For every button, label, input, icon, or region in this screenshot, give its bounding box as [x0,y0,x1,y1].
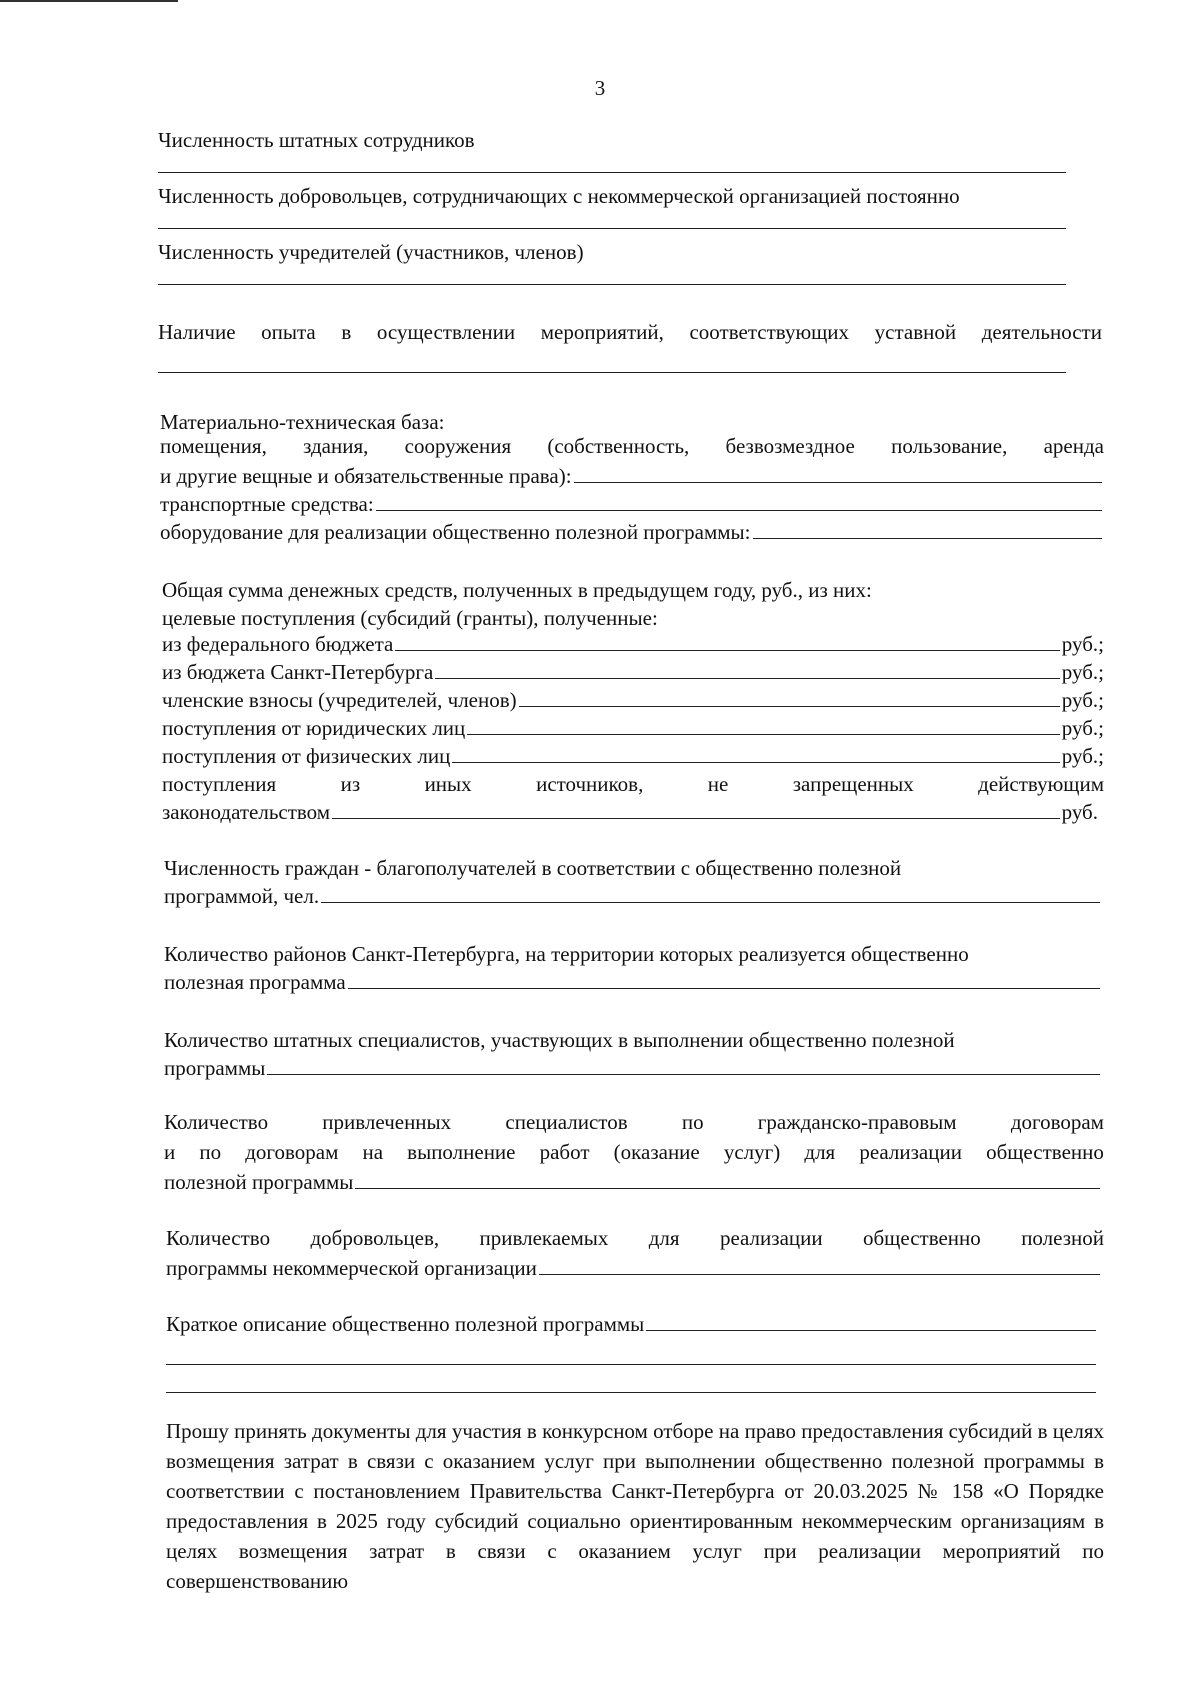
experience-label: Наличие опыта в осуществлении мероприятий, соответствующих уставной деятельности [158,320,1102,344]
volunteers-blank[interactable] [539,1256,1100,1275]
districts-field [164,970,1102,995]
districts-label-2: полезная программа [164,970,346,994]
staff-specialists-label-2: программы [164,1056,266,1080]
federal-label: из федерального бюджета [162,632,394,656]
founders-count-line[interactable] [158,284,1066,285]
member-fees-label: членские взносы (учредителей, членов) [162,688,517,712]
legal-entities-field [162,716,1104,741]
scan-edge-mark [0,0,178,2]
premises-label: и другие вещные и обязательственные права): [160,464,572,488]
staff-specialists-blank[interactable] [267,1056,1100,1075]
volunteers-field [166,1256,1102,1281]
legal-entities-label: поступления от юридических лиц [162,716,466,740]
targeted-label: целевые поступления (субсидий (гранты), полученные: [162,606,658,630]
description-label: Краткое описание общественно полезной программы [166,1312,645,1336]
individuals-blank[interactable] [452,744,1059,763]
hired-specialists-field [164,1170,1102,1195]
other-sources-line1: поступления из иных источников, не запрещенных действующим [162,772,1104,796]
volunteers-line1: Количество добровольцев, привлекаемых для реализации общественно полезной [166,1226,1104,1250]
beneficiaries-label-2: программой, чел. [164,884,320,908]
equipment-blank[interactable] [753,520,1102,539]
member-fees-unit: руб.; [1061,688,1104,712]
hired-specialists-label-3: полезной программы [164,1170,354,1194]
spb-budget-blank[interactable] [435,660,1059,679]
federal-blank[interactable] [395,632,1059,651]
equipment-label: оборудование для реализации общественно полезной программы: [160,520,751,544]
staff-count-label: Численность штатных сотрудников [158,128,475,152]
funds-heading: Общая сумма денежных средств, полученных в предыдущем году, руб., из них: [162,578,872,602]
premises-line1: помещения, здания, сооружения (собственность, безвозмездное пользование, аренда [160,434,1104,458]
staff-specialists-field [164,1056,1102,1081]
individuals-label: поступления от физических лиц [162,744,451,768]
districts-label: Количество районов Санкт-Петербурга, на территории которых реализуется общественно [164,942,969,966]
volunteers-permanent-label: Численность добровольцев, сотрудничающих с некоммерческой организацией постоянно [158,184,960,208]
federal-unit: руб.; [1061,632,1104,656]
legal-entities-unit: руб.; [1061,716,1104,740]
premises-blank[interactable] [574,464,1102,483]
staff-count-line[interactable] [158,172,1066,173]
legal-entities-blank[interactable] [467,716,1060,735]
beneficiaries-blank[interactable] [321,884,1100,903]
experience-line[interactable] [158,372,1066,373]
page-number: 3 [594,76,606,100]
spb-budget-field [162,660,1104,685]
transport-field [160,492,1104,517]
individuals-field [162,744,1104,769]
districts-blank[interactable] [348,970,1100,989]
volunteers-permanent-line[interactable] [158,228,1066,229]
staff-specialists-label: Количество штатных специалистов, участвующих в выполнении общественно полезной [164,1028,955,1052]
request-paragraph: Прошу принять документы для участия в конкурсном отборе на право предоставления субсидий в целях возмещения затрат в связи с оказанием услуг при выполнении общественно полезной программы в соответствии с постановлением Правительства Санкт-Петербурга от 20.03.2025 № 158 «О Порядке предоставления в 2025 году субсидий социально ориентированным некоммерческим организациям в целях возмещения затрат в связи с оказанием услуг при реализации мероприятий по совершенствованию [166,1419,1104,1593]
other-sources-label: законодательством [162,800,331,824]
spb-budget-label: из бюджета Санкт-Петербурга [162,660,434,684]
other-sources-unit: руб. [1061,800,1098,824]
hired-specialists-line2: и по договорам на выполнение работ (оказание услуг) для реализации общественно [164,1140,1104,1164]
volunteers-label-2: программы некоммерческой организации [166,1256,537,1280]
member-fees-blank[interactable] [519,688,1060,707]
beneficiaries-label: Численность граждан - благополучателей в соответствии с общественно полезной [164,856,902,880]
equipment-field [160,520,1104,545]
transport-label: транспортные средства: [160,492,374,516]
member-fees-field [162,688,1104,713]
beneficiaries-field [164,884,1102,909]
individuals-unit: руб.; [1061,744,1104,768]
description-field [166,1312,1098,1337]
description-blank-2[interactable] [166,1364,1096,1365]
material-base-heading: Материально-техническая база: [160,410,445,434]
hired-specialists-line1: Количество привлеченных специалистов по гражданско-правовым договорам [164,1110,1104,1134]
other-sources-field [162,800,1098,825]
description-blank-3[interactable] [166,1392,1096,1393]
spb-budget-unit: руб.; [1061,660,1104,684]
transport-blank[interactable] [376,492,1102,511]
premises-field [160,464,1104,489]
description-blank-1[interactable] [646,1312,1096,1331]
other-sources-blank[interactable] [332,800,1060,819]
federal-field [162,632,1104,657]
founders-count-label: Численность учредителей (участников, членов) [158,240,584,264]
hired-specialists-blank[interactable] [355,1170,1100,1189]
